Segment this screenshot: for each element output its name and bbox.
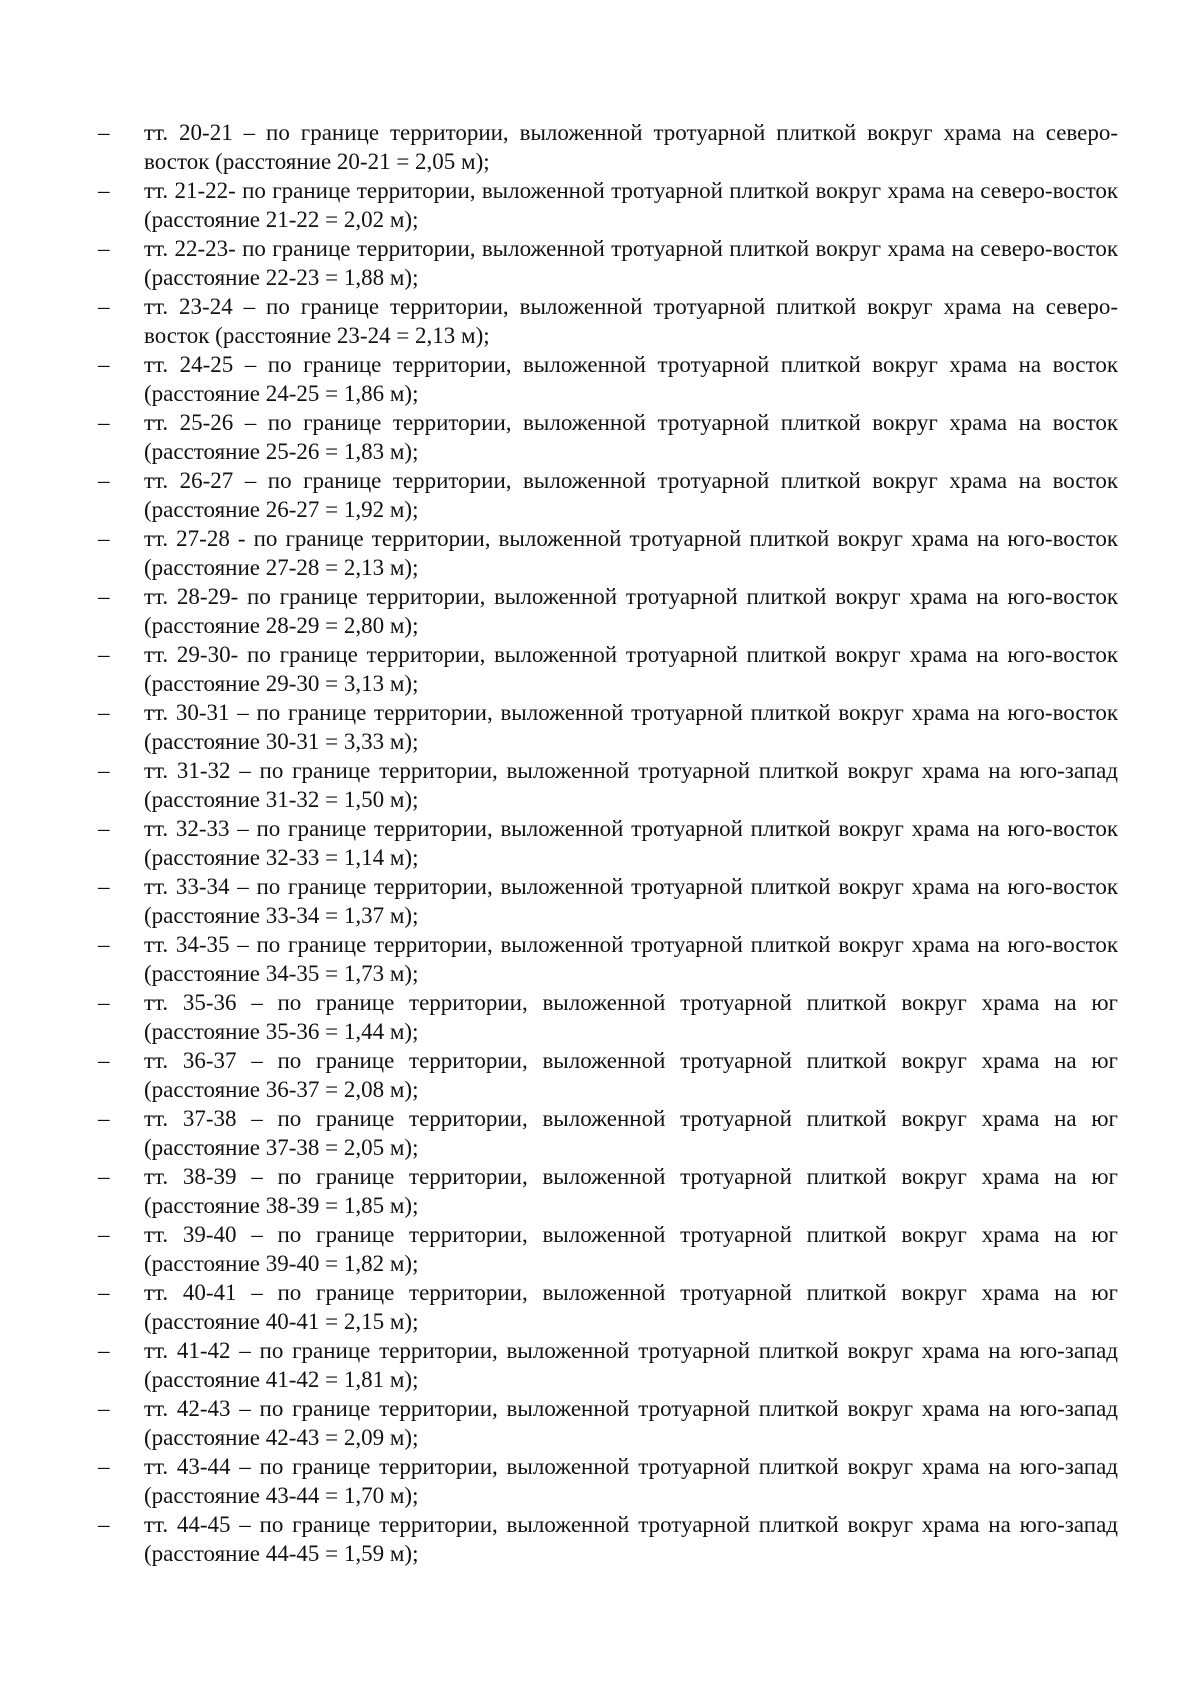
list-item bbox=[98, 292, 1118, 350]
list-item-text: тт. 28-29- по границе территории, выложенной тротуарной плиткой вокруг храма на юго-восток (расстояние 28-29 = 2,80 м); bbox=[144, 584, 1118, 638]
list-item-text: тт. 37-38 – по границе территории, выложенной тротуарной плиткой вокруг храма на юг (расстояние 37-38 = 2,05 м); bbox=[144, 1106, 1118, 1160]
list-item bbox=[98, 234, 1118, 292]
list-bullet: – bbox=[98, 758, 110, 783]
list-bullet: – bbox=[98, 1512, 110, 1537]
list-item bbox=[98, 350, 1118, 408]
list-item bbox=[98, 118, 1118, 176]
list-item-text: тт. 26-27 – по границе территории, выложенной тротуарной плиткой вокруг храма на восток (расстояние 26-27 = 1,92 м); bbox=[144, 468, 1118, 522]
list-item bbox=[98, 524, 1118, 582]
list-item bbox=[98, 930, 1118, 988]
list-bullet: – bbox=[98, 874, 110, 899]
list-item-text: тт. 29-30- по границе территории, выложенной тротуарной плиткой вокруг храма на юго-восток (расстояние 29-30 = 3,13 м); bbox=[144, 642, 1118, 696]
list-bullet: – bbox=[98, 990, 110, 1015]
list-item bbox=[98, 1278, 1118, 1336]
list-item-text: тт. 23-24 – по границе территории, выложенной тротуарной плиткой вокруг храма на северо-восток (расстояние 23-24 = 2,13 м); bbox=[144, 294, 1118, 348]
list-item-text: тт. 21-22- по границе территории, выложенной тротуарной плиткой вокруг храма на северо-восток (расстояние 21-22 = 2,02 м); bbox=[144, 178, 1118, 232]
list-bullet: – bbox=[98, 1048, 110, 1073]
list-item-text: тт. 25-26 – по границе территории, выложенной тротуарной плиткой вокруг храма на восток (расстояние 25-26 = 1,83 м); bbox=[144, 410, 1118, 464]
list-item bbox=[98, 814, 1118, 872]
list-item-text: тт. 39-40 – по границе территории, выложенной тротуарной плиткой вокруг храма на юг (расстояние 39-40 = 1,82 м); bbox=[144, 1222, 1118, 1276]
list-item-text: тт. 42-43 – по границе территории, выложенной тротуарной плиткой вокруг храма на юго-запад (расстояние 42-43 = 2,09 м); bbox=[144, 1396, 1118, 1450]
list-item bbox=[98, 1220, 1118, 1278]
list-item bbox=[98, 1510, 1118, 1568]
list-item bbox=[98, 1394, 1118, 1452]
list-item-text: тт. 35-36 – по границе территории, выложенной тротуарной плиткой вокруг храма на юг (расстояние 35-36 = 1,44 м); bbox=[144, 990, 1118, 1044]
list-bullet: – bbox=[98, 526, 110, 551]
list-bullet: – bbox=[98, 1106, 110, 1131]
list-item-text: тт. 24-25 – по границе территории, выложенной тротуарной плиткой вокруг храма на восток (расстояние 24-25 = 1,86 м); bbox=[144, 352, 1118, 406]
list-item-text: тт. 36-37 – по границе территории, выложенной тротуарной плиткой вокруг храма на юг (расстояние 36-37 = 2,08 м); bbox=[144, 1048, 1118, 1102]
list-bullet: – bbox=[98, 294, 110, 319]
list-item bbox=[98, 1452, 1118, 1510]
list-item bbox=[98, 640, 1118, 698]
list-bullet: – bbox=[98, 352, 110, 377]
list-item-text: тт. 34-35 – по границе территории, выложенной тротуарной плиткой вокруг храма на юго-восток (расстояние 34-35 = 1,73 м); bbox=[144, 932, 1118, 986]
list-bullet: – bbox=[98, 1396, 110, 1421]
list-item-text: тт. 43-44 – по границе территории, выложенной тротуарной плиткой вокруг храма на юго-запад (расстояние 43-44 = 1,70 м); bbox=[144, 1454, 1118, 1508]
list-item bbox=[98, 1336, 1118, 1394]
list-item-text: тт. 44-45 – по границе территории, выложенной тротуарной плиткой вокруг храма на юго-запад (расстояние 44-45 = 1,59 м); bbox=[144, 1512, 1118, 1566]
list-bullet: – bbox=[98, 1280, 110, 1305]
list-bullet: – bbox=[98, 932, 110, 957]
boundary-segment-list bbox=[98, 118, 1118, 1568]
list-bullet: – bbox=[98, 468, 110, 493]
list-item bbox=[98, 988, 1118, 1046]
list-bullet: – bbox=[98, 1338, 110, 1363]
list-item-text: тт. 30-31 – по границе территории, выложенной тротуарной плиткой вокруг храма на юго-восток (расстояние 30-31 = 3,33 м); bbox=[144, 700, 1118, 754]
list-bullet: – bbox=[98, 236, 110, 261]
list-bullet: – bbox=[98, 178, 110, 203]
list-item bbox=[98, 1046, 1118, 1104]
list-item bbox=[98, 466, 1118, 524]
list-item-text: тт. 41-42 – по границе территории, выложенной тротуарной плиткой вокруг храма на юго-запад (расстояние 41-42 = 1,81 м); bbox=[144, 1338, 1118, 1392]
list-item-text: тт. 31-32 – по границе территории, выложенной тротуарной плиткой вокруг храма на юго-запад (расстояние 31-32 = 1,50 м); bbox=[144, 758, 1118, 812]
list-item bbox=[98, 698, 1118, 756]
list-item-text: тт. 40-41 – по границе территории, выложенной тротуарной плиткой вокруг храма на юг (расстояние 40-41 = 2,15 м); bbox=[144, 1280, 1118, 1334]
list-bullet: – bbox=[98, 1454, 110, 1479]
list-bullet: – bbox=[98, 410, 110, 435]
list-item bbox=[98, 756, 1118, 814]
list-item bbox=[98, 176, 1118, 234]
list-item bbox=[98, 1162, 1118, 1220]
list-item bbox=[98, 582, 1118, 640]
list-item-text: тт. 20-21 – по границе территории, выложенной тротуарной плиткой вокруг храма на северо-восток (расстояние 20-21 = 2,05 м); bbox=[144, 120, 1118, 174]
list-item-text: тт. 22-23- по границе территории, выложенной тротуарной плиткой вокруг храма на северо-восток (расстояние 22-23 = 1,88 м); bbox=[144, 236, 1118, 290]
list-bullet: – bbox=[98, 1222, 110, 1247]
list-item-text: тт. 27-28 - по границе территории, выложенной тротуарной плиткой вокруг храма на юго-восток (расстояние 27-28 = 2,13 м); bbox=[144, 526, 1118, 580]
list-bullet: – bbox=[98, 120, 110, 145]
list-item bbox=[98, 872, 1118, 930]
list-item-text: тт. 33-34 – по границе территории, выложенной тротуарной плиткой вокруг храма на юго-восток (расстояние 33-34 = 1,37 м); bbox=[144, 874, 1118, 928]
list-bullet: – bbox=[98, 584, 110, 609]
list-bullet: – bbox=[98, 700, 110, 725]
list-bullet: – bbox=[98, 642, 110, 667]
list-bullet: – bbox=[98, 1164, 110, 1189]
list-bullet: – bbox=[98, 816, 110, 841]
list-item-text: тт. 38-39 – по границе территории, выложенной тротуарной плиткой вокруг храма на юг (расстояние 38-39 = 1,85 м); bbox=[144, 1164, 1118, 1218]
list-item bbox=[98, 1104, 1118, 1162]
list-item-text: тт. 32-33 – по границе территории, выложенной тротуарной плиткой вокруг храма на юго-восток (расстояние 32-33 = 1,14 м); bbox=[144, 816, 1118, 870]
list-item bbox=[98, 408, 1118, 466]
